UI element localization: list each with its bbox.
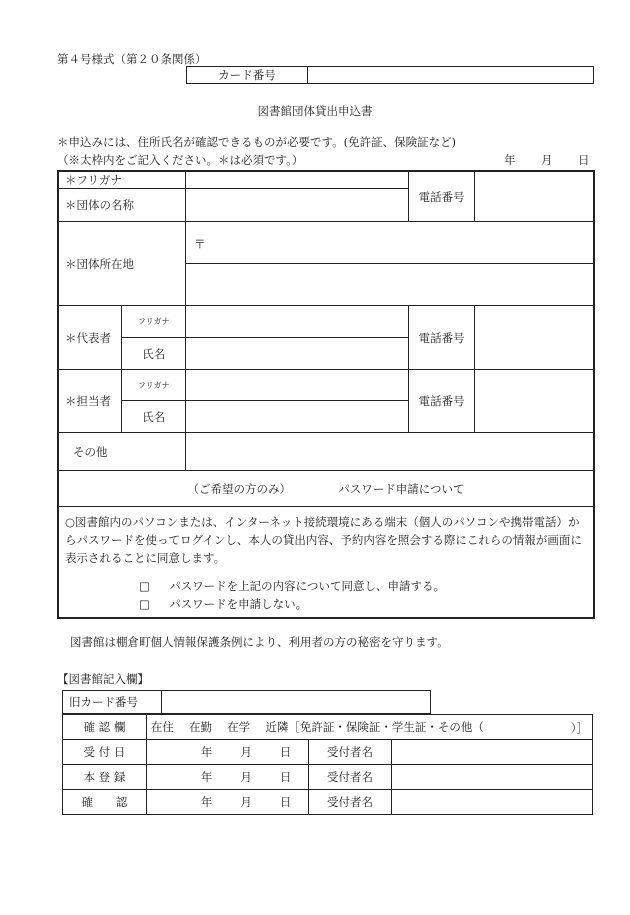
decline-checkbox[interactable]: □	[139, 597, 150, 611]
reception-date-field[interactable]: 年 月 日	[146, 740, 308, 765]
person-in-charge-label: ＊担当者	[58, 370, 122, 433]
card-number-table	[186, 66, 594, 84]
representative-furigana-label: フリガナ	[122, 306, 186, 338]
address-line-input[interactable]	[186, 264, 594, 306]
representative-label: ＊代表者	[58, 306, 122, 370]
receiver-label: 受付者名	[308, 790, 392, 815]
application-form	[57, 170, 595, 619]
table-row	[63, 790, 593, 815]
postal-mark: 〒	[194, 237, 206, 251]
agree-label: パスワードを上記の内容について同意し、申請する。	[169, 579, 445, 593]
group-name-input[interactable]	[186, 189, 409, 222]
group-furigana-input[interactable]	[186, 171, 409, 189]
representative-name-label: 氏名	[122, 338, 186, 370]
reception-date-label: 受 付 日	[63, 740, 147, 765]
date-year-label: 年	[504, 153, 516, 167]
password-heading	[58, 471, 594, 507]
receiver-label: 受付者名	[308, 740, 392, 765]
confirm-options-text: 在住 在勤 在学 近隣［免許証・保険証・学生証・その他（	[150, 720, 484, 734]
library-use-table	[62, 714, 593, 815]
group-name-label: ＊団体の名称	[58, 189, 186, 222]
date-month-label: 月	[541, 153, 553, 167]
receiver-input[interactable]	[392, 765, 593, 790]
person-in-charge-furigana-input[interactable]	[186, 370, 409, 401]
table-row	[63, 765, 593, 790]
person-in-charge-phone-input[interactable]	[474, 370, 594, 433]
representative-phone-input[interactable]	[474, 306, 594, 370]
address-postal-input[interactable]	[186, 222, 594, 264]
receiver-input[interactable]	[392, 790, 593, 815]
confirmation-date-field[interactable]: 年 月 日	[146, 790, 308, 815]
confirmation-label: 確 認	[63, 790, 147, 815]
registration-date-field[interactable]: 年 月 日	[146, 765, 308, 790]
password-heading-right: パスワード申請について	[338, 481, 465, 496]
address-label: ＊団体所在地	[58, 222, 186, 306]
person-in-charge-furigana-label: フリガナ	[122, 370, 186, 401]
group-phone-input[interactable]	[474, 171, 594, 222]
old-card-input[interactable]	[162, 691, 431, 714]
person-in-charge-name-input[interactable]	[186, 401, 409, 433]
library-section-heading: 【図書館記入欄】	[57, 672, 149, 686]
representative-phone-label: 電話番号	[409, 306, 475, 370]
notice-fill-instructions: （※太枠内をご記入ください。＊は必須です。）	[57, 153, 304, 167]
confirm-options	[146, 715, 592, 740]
agree-checkbox[interactable]: □	[139, 579, 150, 593]
notice-required-id: ＊申込みには、住所氏名が確認できるものが必要です。(免許証、保険証など)	[57, 135, 457, 149]
confirm-close: ）］	[570, 721, 588, 735]
password-section	[58, 507, 594, 618]
card-number-field[interactable]	[308, 67, 594, 84]
date-day-label: 日	[578, 153, 590, 167]
receiver-label: 受付者名	[308, 765, 392, 790]
password-option-agree[interactable]	[139, 577, 593, 595]
card-number-label: カード番号	[187, 67, 308, 84]
representative-furigana-input[interactable]	[186, 306, 409, 338]
decline-label: パスワードを申請しない。	[169, 597, 308, 611]
old-card-label: 旧カード番号	[63, 691, 162, 714]
receiver-input[interactable]	[392, 740, 593, 765]
other-label: その他	[58, 433, 186, 471]
confirm-label: 確 認 欄	[63, 715, 147, 740]
page-title: 図書館団体貸出申込書	[257, 104, 373, 118]
old-card-table	[62, 690, 431, 714]
group-phone-label: 電話番号	[409, 171, 475, 222]
person-in-charge-name-label: 氏名	[122, 401, 186, 433]
table-row	[63, 740, 593, 765]
privacy-note: 図書館は棚倉町個人情報保護条例により、利用者の方の秘密を守ります。	[70, 635, 449, 649]
password-option-decline[interactable]	[139, 595, 593, 613]
person-in-charge-phone-label: 電話番号	[409, 370, 475, 433]
form-number: 第４号様式（第２０条関係）	[57, 52, 207, 66]
representative-name-input[interactable]	[186, 338, 409, 370]
password-heading-left: （ご希望の方のみ）	[187, 481, 291, 496]
other-input[interactable]	[186, 433, 594, 471]
furigana-label: ＊フリガナ	[58, 171, 186, 189]
registration-label: 本 登 録	[63, 765, 147, 790]
password-consent-text: ○図書館内のパソコンまたは、インターネット接続環境にある端末（個人のパソコンや携帯電話）からパスワードを使ってログインし、本人の貸出内容、予約内容を照会する際にこれらの情報が画面に表示されることに同意します。	[65, 515, 582, 565]
